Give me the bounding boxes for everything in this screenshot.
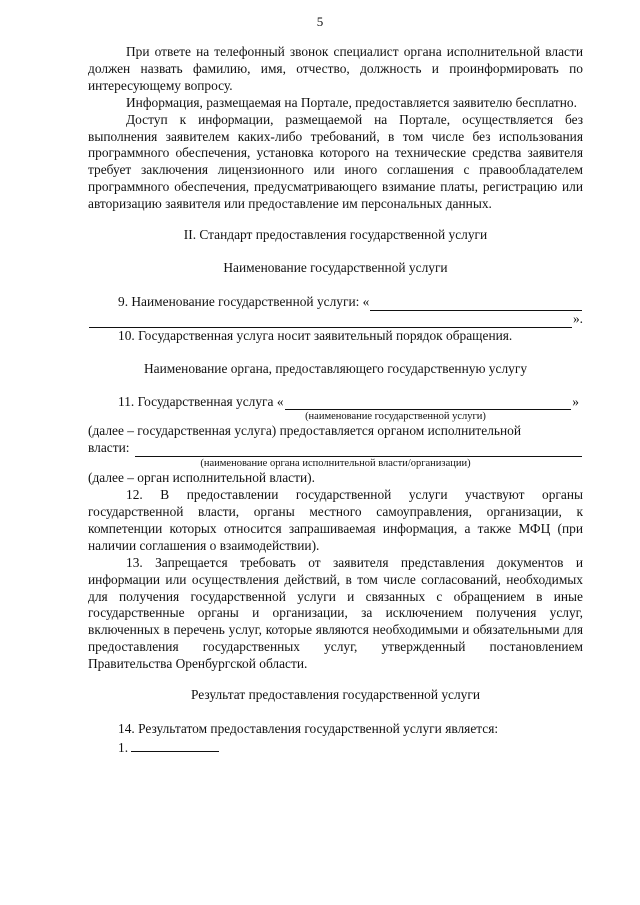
- item-9-line-2: [88, 311, 583, 328]
- item-9-line: [88, 294, 583, 311]
- caption-service-name: (наименование государственной услуги): [305, 411, 486, 423]
- section-heading: II. Стандарт предоставления государственной услуги: [183, 227, 488, 243]
- item-11-close: »: [572, 393, 579, 409]
- item-9-close: ».: [572, 310, 583, 326]
- subheading-organ: Наименование органа, предоставляющего государственную услугу: [143, 360, 528, 376]
- item-12: 12. В предоставлении государственной услуги участвуют органы государственной власти, органы местного самоуправления, организации, к компетенции которых относится запрашиваемая информация, а также МФЦ (при наличии соглашения о взаимодействии).: [88, 487, 583, 553]
- item-11-continued: (далее – государственная услуга) предоставляется органом исполнительной: [88, 423, 522, 439]
- item-10: 10. Государственная услуга носит заявительный порядок обращения.: [118, 327, 513, 343]
- document-body: [88, 44, 583, 757]
- item-14: 14. Результатом предоставления государственной услуги является:: [118, 721, 499, 736]
- item-11-organ-line: [88, 440, 583, 457]
- subheading-result: Результат предоставления государственной услуги: [190, 687, 481, 703]
- item-11-vlasti: власти:: [88, 440, 130, 456]
- caption-organ-name: (наименование органа исполнительной власти/организации): [200, 458, 471, 470]
- paragraph-phone-call: При ответе на телефонный звонок специалист органа исполнительной власти должен назвать фамилию, имя, отчество, должность и проинформировать по интересующему вопросу.: [88, 44, 583, 93]
- service-blank[interactable]: [285, 396, 572, 410]
- paragraph-free-info: Информация, размещаемая на Портале, предоставляется заявителю бесплатно.: [126, 94, 577, 110]
- service-name-blank-continued[interactable]: [89, 314, 572, 328]
- paragraph-portal-access: Доступ к информации, размещаемой на Портале, осуществляется без выполнения заявителем каких-либо требований, в том числе без использования программного обеспечения, установка которого на технические средства заявителя требует заключения лицензионного или иного соглашения с правообладателем программного обеспечения, предусматривающего взимание платы, регистрацию или авторизацию заявителя или предоставление им персональных данных.: [88, 111, 583, 212]
- result-blank[interactable]: [131, 738, 219, 752]
- subheading-service-name: Наименование государственной услуги: [223, 259, 448, 275]
- organ-blank[interactable]: [135, 443, 582, 457]
- item-14-1: [88, 738, 583, 757]
- page-number: 5: [316, 14, 324, 29]
- item-9-text: 9. Наименование государственной услуги: «: [118, 293, 370, 309]
- item-11-text: 11. Государственная услуга «: [118, 393, 284, 409]
- item-11-end: (далее – орган исполнительной власти).: [88, 470, 315, 486]
- item-14-1-number: 1.: [118, 739, 129, 755]
- service-name-blank[interactable]: [370, 297, 582, 311]
- item-11-line: [88, 394, 583, 411]
- item-13: 13. Запрещается требовать от заявителя представления документов и информации или осуществления действий, в том числе согласований, необходимых для получения государственной услуги и связанных с обращением в иные государственные органы и организации, за исключением получения услуг, включенных в перечень услуг, которые являются необходимыми и обязательными для предоставления государственных услуг, утвержденный постановлением Правительства Оренбургской области.: [88, 554, 583, 672]
